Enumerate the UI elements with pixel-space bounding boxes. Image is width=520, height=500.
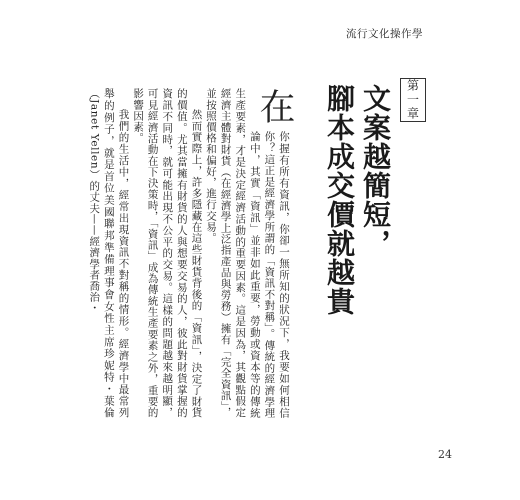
paragraph-1-text: 你握有所有資訊，你卻一無所知的狀況下，我要如何相信你？這正是經濟學所謂的「資訊不對稱」。傳統的經濟學理論中，其實「資訊」並非如此重要，勞動或資本等的傳統生產要素，才是決定經濟活動的重要因素。這是因為，其觀點假定經濟主體對財貨（在經濟學上泛指產品與勞務）擁有「完全資訊」，並按照價格和偏好，進行交易。 <box>205 88 290 418</box>
chapter-label: 第一章 <box>400 78 426 122</box>
page-number: 24 <box>438 448 452 461</box>
paragraph-1 <box>203 88 295 418</box>
drop-cap: 在 <box>254 88 295 125</box>
paragraph-2: 然而實際上，許多隱藏在這些財貨背後的「資訊」，決定了財貨的價值。尤其當擁有財貨的人與想要交易的人，彼此對財貨掌握的資訊不同時，就可能出現不公平的交易。這樣的問題越來越明顯，可見經濟活動在下決策時，「資訊」成為傳統生產要素之外，重要的影響因素。 <box>132 88 203 418</box>
chapter-title-line-1: 文案越簡短， <box>359 84 392 258</box>
chapter-title <box>321 84 393 334</box>
body-text <box>87 88 295 418</box>
running-header: 流行文化操作學 <box>346 28 423 40</box>
chapter-title-line-2: 腳本成交價就越貴 <box>323 84 356 316</box>
paragraph-3: 我們的生活中，經常出現資訊不對稱的情形。經濟學中最常列舉的例子，就是首位美國聯邦準備理事會女性主席珍妮特・葉倫（Janet Yellen）的丈夫——經濟學者喬治・ <box>88 88 130 418</box>
